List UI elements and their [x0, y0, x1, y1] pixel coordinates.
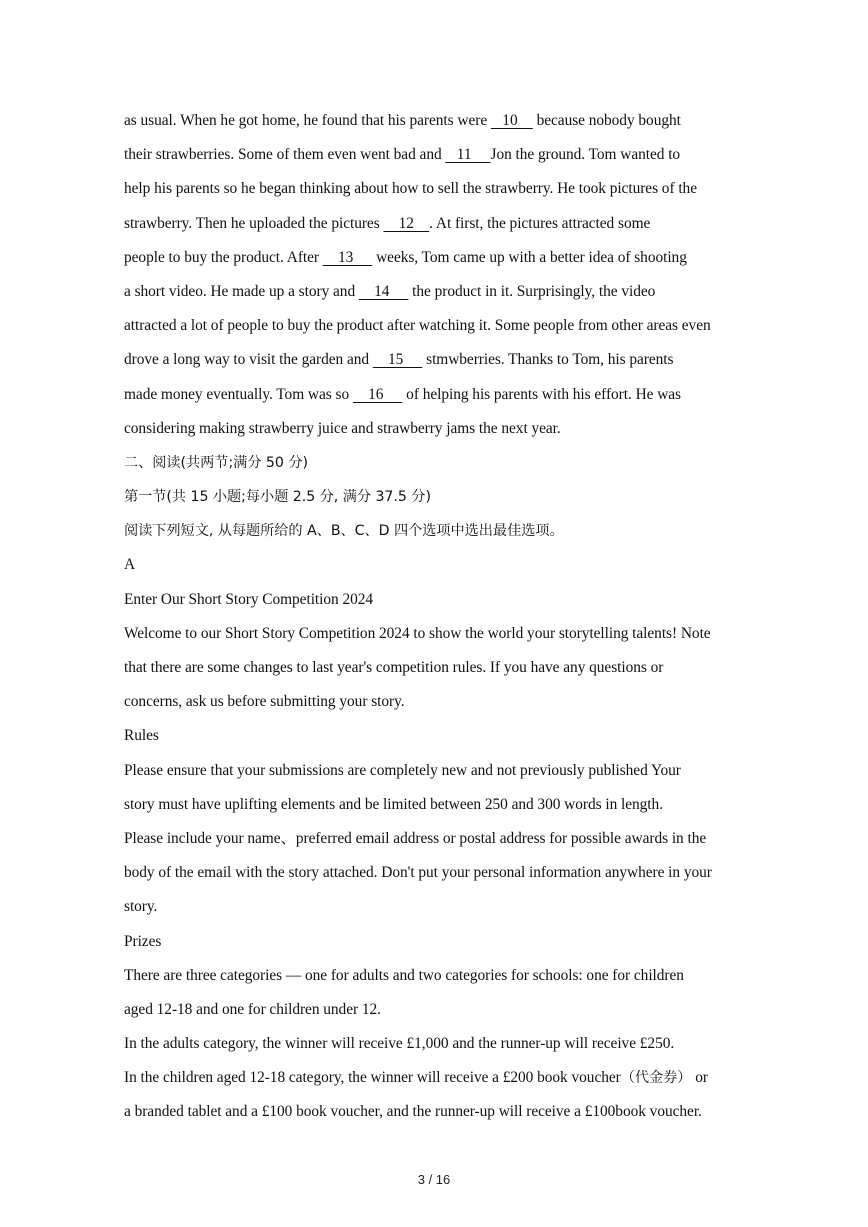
text-segment: the product in it. Surprisingly, the video — [408, 282, 656, 300]
text-segment: their strawberries. Some of them even went bad and — [124, 146, 446, 164]
prizes-line-5: a branded tablet and a £100 book voucher, and the runner-up will receive a £100book voucher. — [124, 1103, 702, 1121]
text-segment: a short video. He made up a story and — [124, 282, 359, 300]
passage-line-3: help his parents so he began thinking about how to sell the strawberry. He took pictures of the — [124, 180, 697, 198]
text-segment: weeks, Tom came up with a better idea of shooting — [372, 248, 687, 266]
passage-line-1 — [124, 109, 754, 143]
text-segment: Jon the ground. Tom wanted to — [490, 146, 681, 164]
section-part-heading: 第一节(共 15 小题;每小题 2.5 分, 满分 37.5 分) — [124, 489, 431, 506]
section-title: 二、阅读(共两节;满分 50 分) — [124, 454, 308, 471]
blank-11: 11 — [445, 146, 491, 164]
text-segment: or — [691, 1069, 708, 1087]
article-title: Enter Our Short Story Competition 2024 — [124, 590, 374, 608]
text-segment: made money eventually. Tom was so — [124, 385, 353, 403]
text-segment: strawberry. Then he uploaded the pictures — [124, 214, 384, 232]
article-intro-line-1: Welcome to our Short Story Competition 2024 to show the world your storytelling talents! Note — [124, 624, 711, 642]
page-number: 3 / 16 — [417, 1172, 451, 1187]
blank-15: 15 — [372, 351, 423, 369]
rules-line-5: story. — [124, 898, 158, 916]
text-segment: . At first, the pictures attracted some — [429, 214, 651, 232]
article-intro-line-3: concerns, ask us before submitting your story. — [124, 693, 405, 711]
rules-line-4: body of the email with the story attached. Don't put your personal information anywhere in your — [124, 864, 712, 882]
blank-14: 14 — [358, 282, 409, 300]
text-segment: In the children aged 12-18 category, the winner will receive a £200 book voucher — [124, 1069, 621, 1087]
blank-12: 12 — [383, 214, 430, 232]
text-segment: because nobody bought — [532, 112, 681, 129]
passage-line-4 — [124, 212, 754, 246]
voucher-gloss: （代金券） — [620, 1070, 692, 1087]
passage-line-9 — [124, 383, 754, 417]
text-segment: people to buy the product. After — [124, 248, 323, 266]
blank-10: 10 — [490, 112, 533, 129]
text-segment: as usual. When he got home, he found that his parents were — [124, 112, 491, 129]
section-instruction: 阅读下列短文, 从每题所给的 A、B、C、D 四个选项中选出最佳选项。 — [124, 523, 564, 540]
text-segment: stmwberries. Thanks to Tom, his parents — [422, 351, 674, 369]
rules-line-1: Please ensure that your submissions are completely new and not previously published Your — [124, 761, 681, 779]
passage-line-6 — [124, 280, 754, 314]
rules-heading: Rules — [124, 727, 159, 745]
rules-line-3: Please include your name、preferred email address or postal address for possible awards in the — [124, 829, 707, 847]
prizes-line-4 — [124, 1066, 754, 1100]
passage-line-10: considering making strawberry juice and strawberry jams the next year. — [124, 419, 561, 437]
article-intro-line-2: that there are some changes to last year's competition rules. If you have any questions or — [124, 659, 664, 676]
text-segment: drove a long way to visit the garden and — [124, 351, 373, 369]
rules-line-2: story must have uplifting elements and be limited between 250 and 300 words in length. — [124, 795, 663, 813]
prizes-line-2: aged 12-18 and one for children under 12. — [124, 1000, 381, 1018]
passage-line-8 — [124, 348, 754, 382]
text-segment: of helping his parents with his effort. He was — [402, 385, 681, 403]
prizes-line-3: In the adults category, the winner will receive £1,000 and the runner-up will receive £250. — [124, 1035, 675, 1053]
document-page — [124, 109, 754, 1135]
blank-13: 13 — [322, 248, 373, 266]
passage-line-7: attracted a lot of people to buy the product after watching it. Some people from other areas even — [124, 317, 711, 335]
blank-16: 16 — [352, 385, 403, 403]
passage-line-2 — [124, 143, 754, 177]
prizes-line-1: There are three categories — one for adults and two categories for schools: one for children — [124, 966, 684, 984]
prizes-heading: Prizes — [124, 932, 162, 950]
passage-line-5 — [124, 246, 754, 280]
article-label: A — [124, 556, 136, 574]
